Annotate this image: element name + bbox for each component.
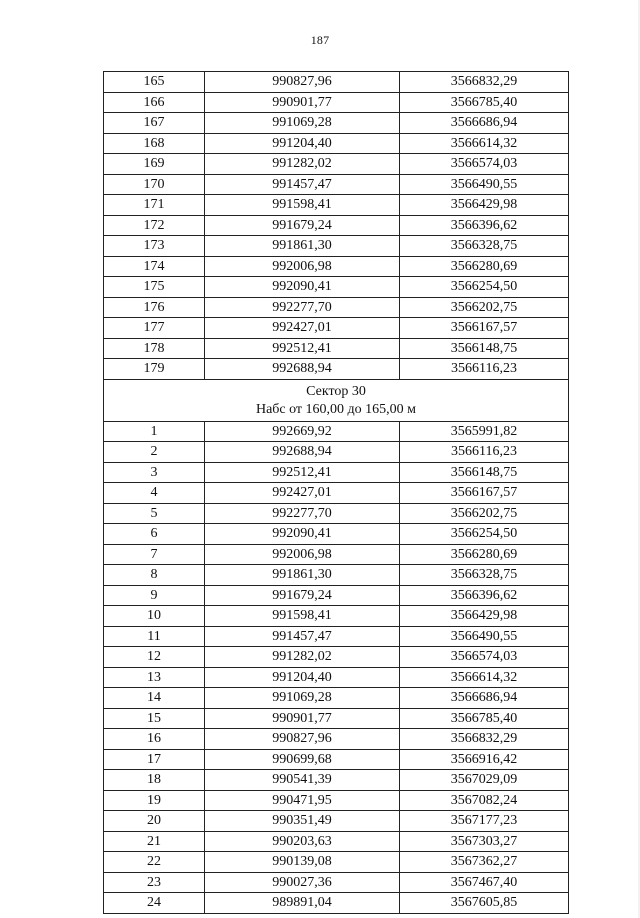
point-number-cell: 169 <box>104 154 205 175</box>
table-row <box>104 811 569 832</box>
y-coordinate-cell: 3566614,32 <box>400 133 569 154</box>
x-coordinate-cell: 992669,92 <box>205 421 400 442</box>
y-coordinate-cell: 3566328,75 <box>400 565 569 586</box>
table-row <box>104 749 569 770</box>
table-row <box>104 872 569 893</box>
table-row <box>104 338 569 359</box>
y-coordinate-cell: 3566785,40 <box>400 708 569 729</box>
y-coordinate-cell: 3566686,94 <box>400 113 569 134</box>
x-coordinate-cell: 990203,63 <box>205 831 400 852</box>
table-row <box>104 647 569 668</box>
y-coordinate-cell: 3566396,62 <box>400 215 569 236</box>
point-number-cell: 17 <box>104 749 205 770</box>
table-row <box>104 318 569 339</box>
y-coordinate-cell: 3566396,62 <box>400 585 569 606</box>
sector-header-row <box>104 379 569 421</box>
y-coordinate-cell: 3567177,23 <box>400 811 569 832</box>
point-number-cell: 4 <box>104 483 205 504</box>
x-coordinate-cell: 990827,96 <box>205 72 400 93</box>
page-number: 187 <box>310 33 330 47</box>
point-number-cell: 14 <box>104 688 205 709</box>
point-number-cell: 15 <box>104 708 205 729</box>
point-number-cell: 1 <box>104 421 205 442</box>
x-coordinate-cell: 992006,98 <box>205 544 400 565</box>
point-number-cell: 165 <box>104 72 205 93</box>
point-number-cell: 171 <box>104 195 205 216</box>
x-coordinate-cell: 991204,40 <box>205 667 400 688</box>
point-number-cell: 170 <box>104 174 205 195</box>
table-row <box>104 544 569 565</box>
y-coordinate-cell: 3566254,50 <box>400 524 569 545</box>
sector-header-cell <box>104 379 569 421</box>
table-row <box>104 852 569 873</box>
point-number-cell: 22 <box>104 852 205 873</box>
x-coordinate-cell: 991457,47 <box>205 174 400 195</box>
point-number-cell: 176 <box>104 297 205 318</box>
x-coordinate-cell: 990139,08 <box>205 852 400 873</box>
x-coordinate-cell: 991204,40 <box>205 133 400 154</box>
x-coordinate-cell: 992090,41 <box>205 277 400 298</box>
y-coordinate-cell: 3566116,23 <box>400 359 569 380</box>
y-coordinate-cell: 3566429,98 <box>400 195 569 216</box>
y-coordinate-cell: 3566832,29 <box>400 729 569 750</box>
table-row <box>104 215 569 236</box>
table-row <box>104 92 569 113</box>
table-row <box>104 585 569 606</box>
point-number-cell: 177 <box>104 318 205 339</box>
x-coordinate-cell: 992090,41 <box>205 524 400 545</box>
y-coordinate-cell: 3566167,57 <box>400 483 569 504</box>
table-row <box>104 256 569 277</box>
sector-header-section <box>104 379 569 421</box>
y-coordinate-cell: 3566148,75 <box>400 338 569 359</box>
table-row <box>104 626 569 647</box>
x-coordinate-cell: 991598,41 <box>205 606 400 627</box>
x-coordinate-cell: 990901,77 <box>205 708 400 729</box>
point-number-cell: 7 <box>104 544 205 565</box>
y-coordinate-cell: 3566614,32 <box>400 667 569 688</box>
table-row <box>104 297 569 318</box>
table-row <box>104 831 569 852</box>
x-coordinate-cell: 991679,24 <box>205 215 400 236</box>
point-number-cell: 175 <box>104 277 205 298</box>
table-body-sector-30 <box>104 421 569 913</box>
table-row <box>104 790 569 811</box>
x-coordinate-cell: 991457,47 <box>205 626 400 647</box>
y-coordinate-cell: 3566254,50 <box>400 277 569 298</box>
table-row <box>104 524 569 545</box>
table-row <box>104 503 569 524</box>
x-coordinate-cell: 992277,70 <box>205 297 400 318</box>
y-coordinate-cell: 3567082,24 <box>400 790 569 811</box>
point-number-cell: 168 <box>104 133 205 154</box>
y-coordinate-cell: 3567362,27 <box>400 852 569 873</box>
table-row <box>104 154 569 175</box>
y-coordinate-cell: 3566202,75 <box>400 503 569 524</box>
point-number-cell: 5 <box>104 503 205 524</box>
point-number-cell: 20 <box>104 811 205 832</box>
point-number-cell: 178 <box>104 338 205 359</box>
point-number-cell: 16 <box>104 729 205 750</box>
x-coordinate-cell: 991861,30 <box>205 236 400 257</box>
table-row <box>104 708 569 729</box>
point-number-cell: 18 <box>104 770 205 791</box>
table-row <box>104 133 569 154</box>
y-coordinate-cell: 3566280,69 <box>400 256 569 277</box>
point-number-cell: 19 <box>104 790 205 811</box>
sector-title: Сектор 30 <box>306 383 366 399</box>
point-number-cell: 173 <box>104 236 205 257</box>
y-coordinate-cell: 3567467,40 <box>400 872 569 893</box>
table-row <box>104 667 569 688</box>
table-row <box>104 606 569 627</box>
x-coordinate-cell: 992006,98 <box>205 256 400 277</box>
y-coordinate-cell: 3566574,03 <box>400 154 569 175</box>
y-coordinate-cell: 3566202,75 <box>400 297 569 318</box>
coordinates-table <box>103 71 569 914</box>
point-number-cell: 13 <box>104 667 205 688</box>
x-coordinate-cell: 992688,94 <box>205 359 400 380</box>
y-coordinate-cell: 3565991,82 <box>400 421 569 442</box>
point-number-cell: 172 <box>104 215 205 236</box>
table-row <box>104 770 569 791</box>
x-coordinate-cell: 992277,70 <box>205 503 400 524</box>
table-row <box>104 72 569 93</box>
point-number-cell: 8 <box>104 565 205 586</box>
x-coordinate-cell: 991069,28 <box>205 113 400 134</box>
x-coordinate-cell: 992688,94 <box>205 442 400 463</box>
table-row <box>104 195 569 216</box>
point-number-cell: 6 <box>104 524 205 545</box>
table-row <box>104 442 569 463</box>
y-coordinate-cell: 3567303,27 <box>400 831 569 852</box>
x-coordinate-cell: 989891,04 <box>205 893 400 914</box>
point-number-cell: 12 <box>104 647 205 668</box>
y-coordinate-cell: 3566328,75 <box>400 236 569 257</box>
y-coordinate-cell: 3566116,23 <box>400 442 569 463</box>
x-coordinate-cell: 992427,01 <box>205 318 400 339</box>
x-coordinate-cell: 990471,95 <box>205 790 400 811</box>
table-row <box>104 277 569 298</box>
table-row <box>104 174 569 195</box>
y-coordinate-cell: 3566167,57 <box>400 318 569 339</box>
point-number-cell: 9 <box>104 585 205 606</box>
x-coordinate-cell: 990827,96 <box>205 729 400 750</box>
table-row <box>104 113 569 134</box>
point-number-cell: 23 <box>104 872 205 893</box>
point-number-cell: 2 <box>104 442 205 463</box>
table-row <box>104 483 569 504</box>
x-coordinate-cell: 991069,28 <box>205 688 400 709</box>
x-coordinate-cell: 991282,02 <box>205 647 400 668</box>
table-row <box>104 421 569 442</box>
x-coordinate-cell: 990351,49 <box>205 811 400 832</box>
y-coordinate-cell: 3566280,69 <box>400 544 569 565</box>
point-number-cell: 174 <box>104 256 205 277</box>
point-number-cell: 179 <box>104 359 205 380</box>
y-coordinate-cell: 3566832,29 <box>400 72 569 93</box>
y-coordinate-cell: 3566574,03 <box>400 647 569 668</box>
y-coordinate-cell: 3566490,55 <box>400 174 569 195</box>
y-coordinate-cell: 3566916,42 <box>400 749 569 770</box>
point-number-cell: 3 <box>104 462 205 483</box>
table-row <box>104 688 569 709</box>
table-row <box>104 462 569 483</box>
table-row <box>104 565 569 586</box>
y-coordinate-cell: 3566686,94 <box>400 688 569 709</box>
table-body-previous-sector <box>104 72 569 380</box>
y-coordinate-cell: 3566785,40 <box>400 92 569 113</box>
x-coordinate-cell: 992427,01 <box>205 483 400 504</box>
x-coordinate-cell: 990027,36 <box>205 872 400 893</box>
x-coordinate-cell: 991282,02 <box>205 154 400 175</box>
table-row <box>104 236 569 257</box>
sector-height-range: Набс от 160,00 до 165,00 м <box>255 401 417 417</box>
point-number-cell: 10 <box>104 606 205 627</box>
table-row <box>104 729 569 750</box>
table-row <box>104 893 569 914</box>
x-coordinate-cell: 992512,41 <box>205 338 400 359</box>
x-coordinate-cell: 990901,77 <box>205 92 400 113</box>
x-coordinate-cell: 991861,30 <box>205 565 400 586</box>
y-coordinate-cell: 3567029,09 <box>400 770 569 791</box>
x-coordinate-cell: 990541,39 <box>205 770 400 791</box>
x-coordinate-cell: 991679,24 <box>205 585 400 606</box>
table-row <box>104 359 569 380</box>
x-coordinate-cell: 992512,41 <box>205 462 400 483</box>
y-coordinate-cell: 3566148,75 <box>400 462 569 483</box>
point-number-cell: 24 <box>104 893 205 914</box>
x-coordinate-cell: 991598,41 <box>205 195 400 216</box>
y-coordinate-cell: 3566429,98 <box>400 606 569 627</box>
x-coordinate-cell: 990699,68 <box>205 749 400 770</box>
y-coordinate-cell: 3566490,55 <box>400 626 569 647</box>
point-number-cell: 167 <box>104 113 205 134</box>
point-number-cell: 21 <box>104 831 205 852</box>
y-coordinate-cell: 3567605,85 <box>400 893 569 914</box>
point-number-cell: 11 <box>104 626 205 647</box>
point-number-cell: 166 <box>104 92 205 113</box>
